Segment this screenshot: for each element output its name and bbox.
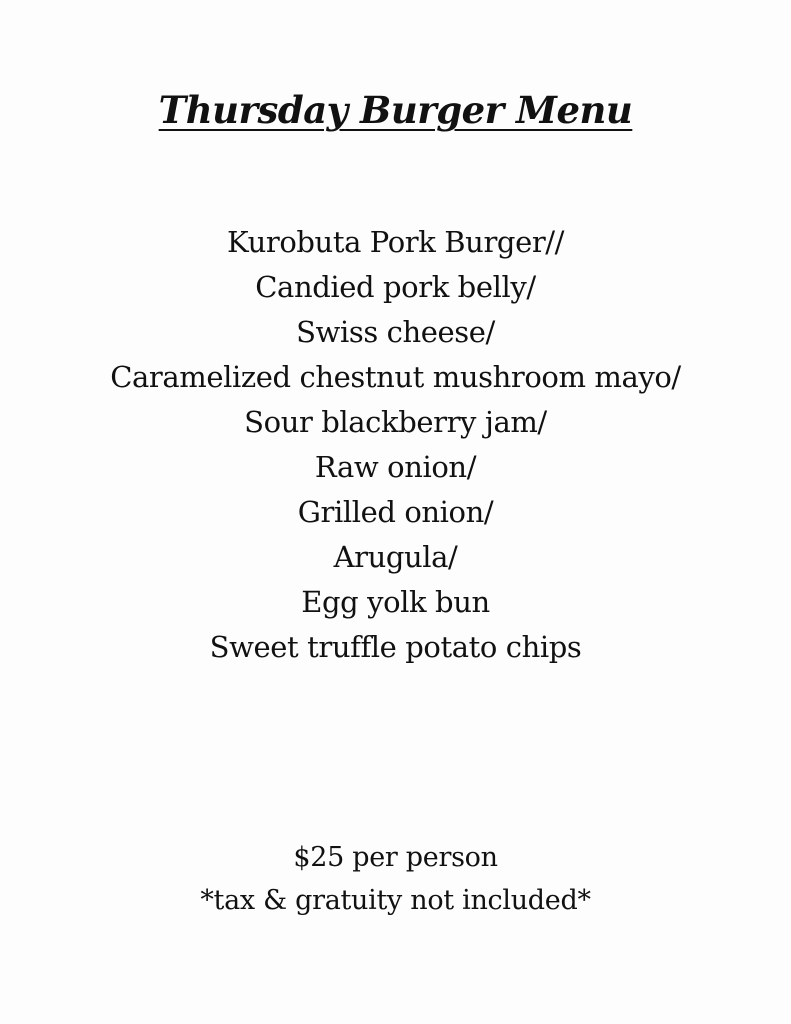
menu-item: Swiss cheese/	[296, 315, 495, 349]
menu-title: Thursday Burger Menu	[158, 88, 633, 132]
menu-item: Sour blackberry jam/	[244, 405, 547, 439]
menu-item: Arugula/	[333, 540, 458, 574]
menu-item: Egg yolk bun	[301, 585, 490, 619]
menu-item: Kurobuta Pork Burger//	[226, 225, 565, 259]
menu-item: Raw onion/	[314, 450, 477, 484]
menu-item: Sweet truffle potato chips	[209, 630, 582, 664]
menu-item: Grilled onion/	[297, 495, 494, 529]
menu-item: Caramelized chestnut mushroom mayo/	[110, 360, 681, 394]
tax-note: *tax & gratuity not included*	[200, 885, 591, 916]
pricing-section	[0, 836, 791, 922]
menu-item: Candied pork belly/	[255, 270, 536, 304]
menu-items-list	[0, 220, 791, 670]
price-text: $25 per person	[293, 842, 498, 873]
